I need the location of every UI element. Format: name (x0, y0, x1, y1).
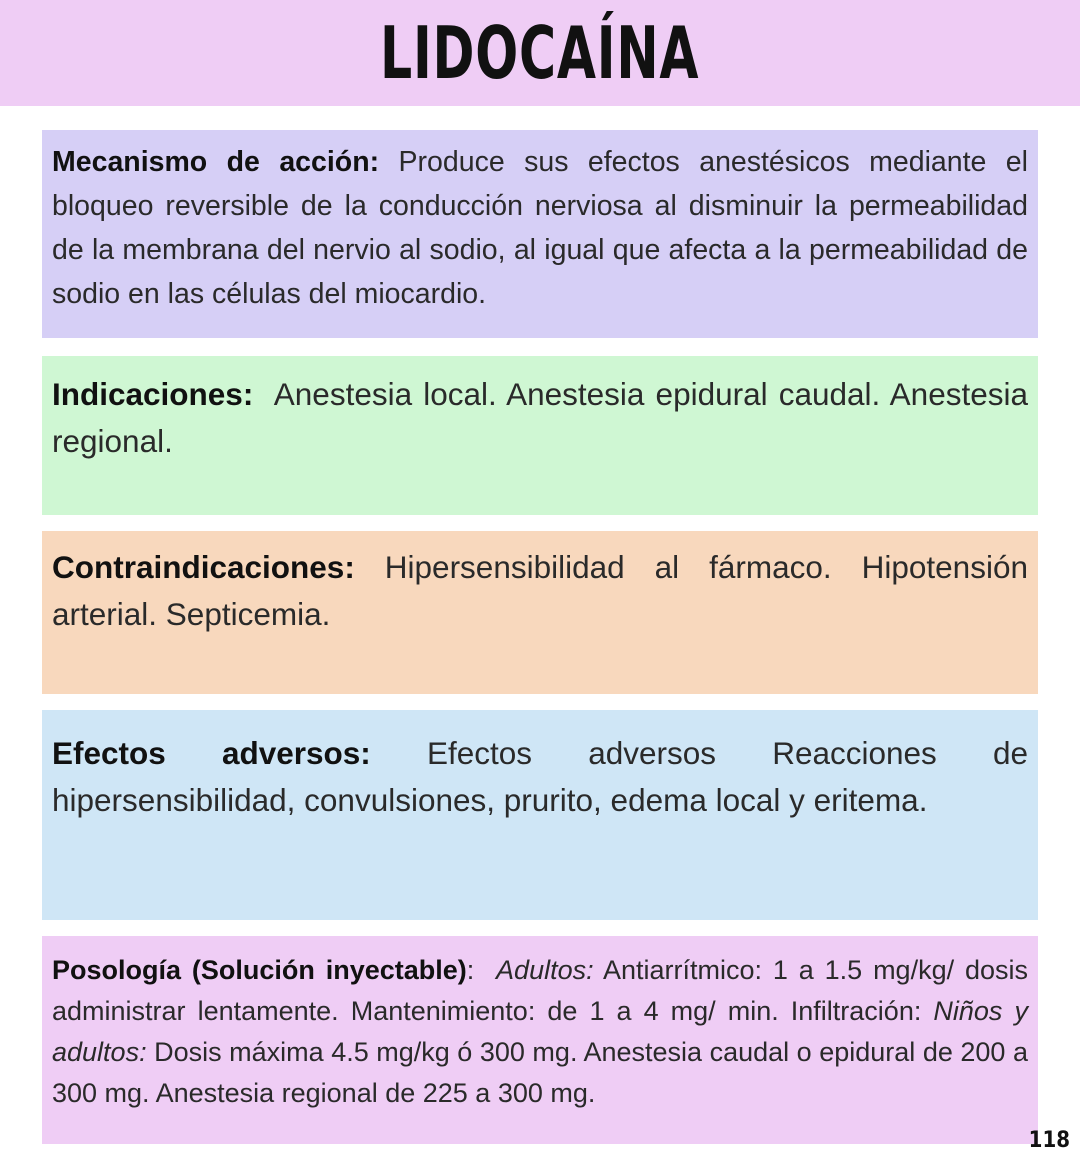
posologia-text-1: Antiarrítmico: 1 a 1.5 mg/kg/ dosis administrar lentamente. Mantenimiento: de 1 a 4 mg/ min. Infiltración: (52, 955, 1028, 1026)
posologia-paragraph (52, 946, 1028, 1114)
page-title: LIDOCAÍNA (380, 11, 700, 95)
title-banner (0, 0, 1080, 106)
ninos-adultos-label: Niños y adultos: (52, 996, 1028, 1067)
mecanismo-text: Produce sus efectos anestésicos mediante el bloqueo reversible de la conducción nerviosa al disminuir la permeabilidad de la membrana del nervio al sodio, al igual que afecta a la permeabilidad de sodio en las células del miocardio. (52, 146, 1028, 310)
mecanismo-label: Mecanismo de acción: (52, 146, 380, 178)
mecanismo-paragraph (52, 140, 1028, 316)
contraindicaciones-paragraph (52, 541, 1028, 638)
efectos-paragraph (52, 720, 1028, 824)
posologia-text-2: Dosis máxima 4.5 mg/kg ó 300 mg. Anestesia caudal o epidural de 200 a 300 mg. Anestesia regional de 225 a 300 mg. (52, 1037, 1028, 1108)
posologia-colon: : (466, 955, 475, 985)
indicaciones-text: Anestesia local. Anestesia epidural caudal. Anestesia regional. (52, 376, 1029, 459)
contraindicaciones-section (42, 531, 1038, 694)
contraindicaciones-label: Contraindicaciones: (52, 549, 355, 585)
adultos-label: Adultos: (496, 955, 594, 985)
efectos-text: Efectos adversos Reacciones de hipersensibilidad, convulsiones, prurito, edema local y eritema. (52, 735, 1028, 818)
contraindicaciones-text: Hipersensibilidad al fármaco. Hipotensión arterial. Septicemia. (52, 549, 1028, 632)
mecanismo-section (42, 130, 1038, 338)
indicaciones-paragraph (52, 366, 1028, 465)
posologia-label: Posología (Solución inyectable) (52, 955, 467, 985)
page-number: 118 (1028, 1128, 1070, 1153)
efectos-label: Efectos adversos: (52, 735, 371, 771)
indicaciones-section (42, 356, 1038, 515)
indicaciones-label: Indicaciones: (52, 376, 254, 412)
efectos-adversos-section (42, 710, 1038, 920)
posologia-section (42, 936, 1038, 1144)
